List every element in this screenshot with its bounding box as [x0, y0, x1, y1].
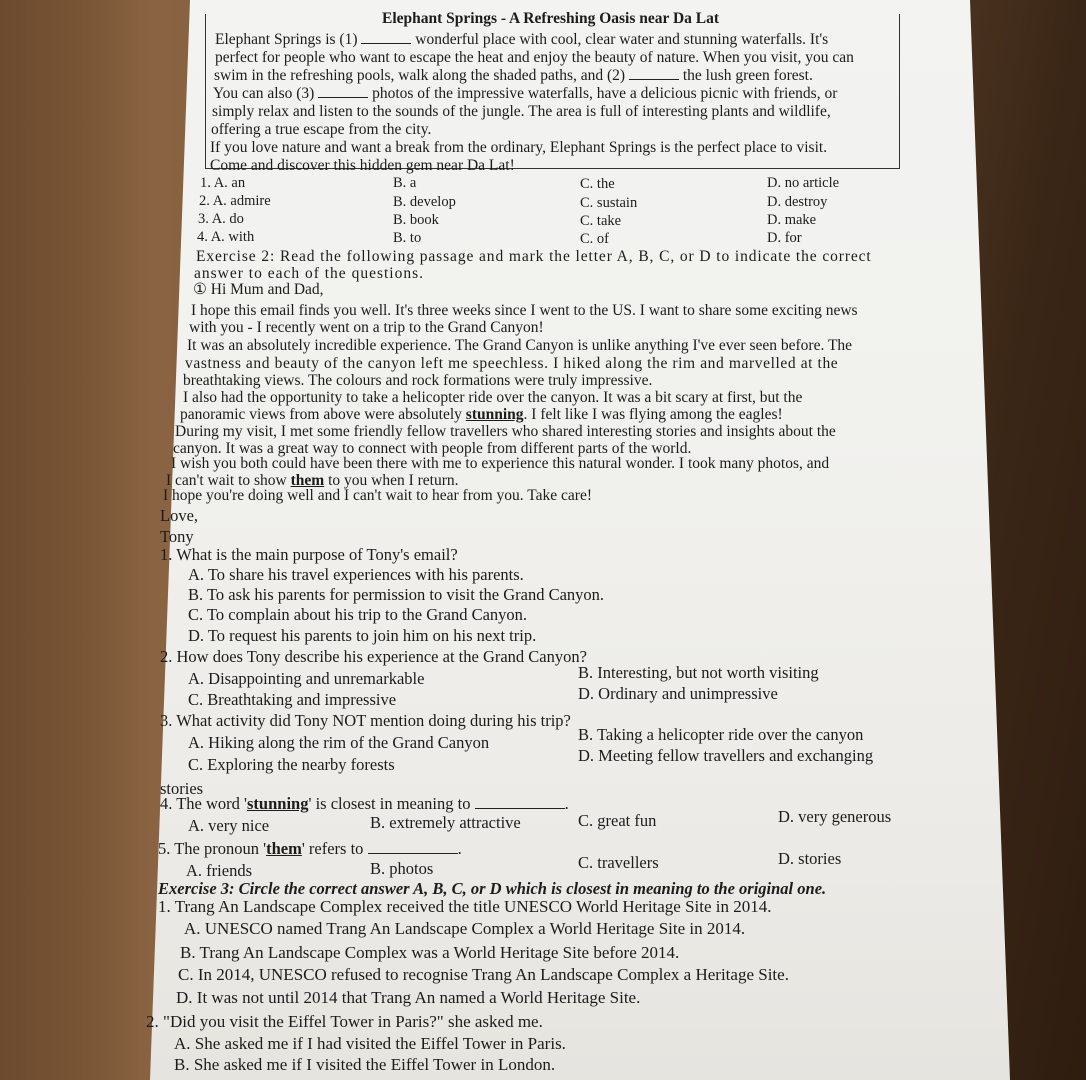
option[interactable]: C. take — [580, 213, 622, 229]
question: 1. Trang An Landscape Complex received the title UNESCO World Heritage Site in 2014. — [158, 897, 772, 916]
answer-option[interactable]: A. very nice — [188, 816, 270, 835]
answer-option[interactable]: B. extremely attractive — [370, 813, 521, 832]
email-line: I hope this email finds you well. It's three weeks since I went to the US. I want to share some exciting news — [191, 302, 858, 319]
email-line: with you - I recently went on a trip to the Grand Canyon! — [189, 319, 544, 336]
answer-option[interactable]: D. It was not until 2014 that Trang An named a World Heritage Site. — [176, 988, 641, 1007]
passage-line: simply relax and listen to the sounds of the jungle. The area is full of interesting plants and wildlife, — [212, 103, 831, 120]
option[interactable]: B. a — [393, 175, 417, 191]
question: 4. The word 'stunning' is closest in meaning to . — [160, 794, 569, 813]
option[interactable]: C. the — [580, 176, 615, 192]
answer-option[interactable]: C. travellers — [578, 853, 659, 872]
blank-3[interactable] — [318, 87, 368, 98]
answer-option[interactable]: A. UNESCO named Trang An Landscape Complex a World Heritage Site in 2014. — [184, 919, 746, 938]
passage-line: perfect for people who want to escape the heat and enjoy the beauty of nature. When you visit, you can — [215, 49, 854, 66]
question: 2. How does Tony describe his experience at the Grand Canyon? — [160, 647, 587, 666]
email-line: canyon. It was a great way to connect with people from different parts of the world. — [173, 440, 692, 457]
passage-line: If you love nature and want a break from the ordinary, Elephant Springs is the perfect place to visit. — [210, 139, 828, 156]
answer-option[interactable]: C. In 2014, UNESCO refused to recognise Trang An Landscape Complex a Heritage Site. — [178, 965, 789, 984]
option[interactable]: D. no article — [767, 175, 840, 191]
email-line: During my visit, I met some friendly fellow travellers who shared interesting stories and insights about the — [175, 423, 836, 440]
option[interactable]: 3. A. do — [198, 211, 244, 227]
answer-option[interactable]: C. To complain about his trip to the Grand Canyon. — [188, 605, 528, 624]
answer-option[interactable]: D. Meeting fellow travellers and exchanging — [578, 746, 874, 765]
answer-option[interactable]: C. Exploring the nearby forests — [188, 755, 395, 774]
email-line: vastness and beauty of the canyon left me speechless. I hiked along the rim and marvelled at the — [185, 355, 839, 372]
exercise-2-heading: answer to each of the questions. — [194, 265, 424, 282]
answer-option[interactable]: D. To request his parents to join him on his next trip. — [188, 626, 537, 645]
answer-option[interactable]: A. Hiking along the rim of the Grand Canyon — [188, 733, 490, 752]
answer-option[interactable]: B. Taking a helicopter ride over the canyon — [578, 725, 864, 744]
blank-5[interactable] — [368, 843, 458, 854]
email-greeting: ① Hi Mum and Dad, — [193, 281, 324, 298]
option[interactable]: B. to — [393, 230, 422, 246]
answer-option[interactable]: B. Interesting, but not worth visiting — [578, 663, 819, 682]
passage-line: Elephant Springs is (1) wonderful place with cool, clear water and stunning waterfalls. It's — [215, 31, 829, 48]
option[interactable]: B. develop — [393, 194, 456, 210]
option[interactable]: C. sustain — [580, 195, 638, 211]
answer-option[interactable]: B. She asked me if I visited the Eiffel Tower in London. — [174, 1055, 556, 1074]
answer-option[interactable]: C. great fun — [578, 811, 657, 830]
email-line: panoramic views from above were absolutely stunning. I felt like I was flying among the eagles! — [180, 406, 783, 423]
answer-option[interactable]: B. To ask his parents for permission to visit the Grand Canyon. — [188, 585, 605, 604]
email-line: I also had the opportunity to take a helicopter ride over the canyon. It was a bit scary at first, but the — [183, 389, 803, 406]
passage-line: You can also (3) photos of the impressive waterfalls, have a delicious picnic with friends, or — [213, 85, 838, 102]
blank-4[interactable] — [475, 798, 565, 809]
option[interactable]: 2. A. admire — [199, 193, 271, 209]
option[interactable]: 4. A. with — [197, 229, 255, 245]
answer-option[interactable]: B. photos — [370, 859, 434, 878]
exercise-2-heading: Exercise 2: Read the following passage and mark the letter A, B, C, or D to indicate the correct — [196, 248, 872, 265]
blank-1[interactable] — [361, 33, 411, 44]
email-line: breathtaking views. The colours and rock formations were truly impressive. — [183, 372, 653, 389]
answer-option[interactable]: A. friends — [186, 861, 252, 880]
answer-option[interactable]: B. Trang An Landscape Complex was a World Heritage Site before 2014. — [180, 943, 680, 962]
question: 1. What is the main purpose of Tony's email? — [160, 545, 458, 564]
exercise-3-heading: Exercise 3: Circle the correct answer A, B, C, or D which is closest in meaning to the original one. — [158, 879, 827, 898]
answer-option-continuation: stories — [160, 779, 204, 798]
question: 2. "Did you visit the Eiffel Tower in Paris?" she asked me. — [146, 1012, 543, 1031]
option[interactable]: D. make — [767, 212, 817, 228]
answer-option[interactable]: A. She asked me if I had visited the Eiffel Tower in Paris. — [174, 1034, 566, 1053]
blank-2[interactable] — [629, 69, 679, 80]
option[interactable]: D. destroy — [767, 194, 828, 210]
passage-line: swim in the refreshing pools, walk along the shaded paths, and (2) the lush green forest. — [214, 67, 813, 84]
word-stunning: stunning — [465, 406, 524, 423]
answer-option[interactable]: D. stories — [778, 849, 842, 868]
answer-option[interactable]: C. Breathtaking and impressive — [188, 690, 397, 709]
email-signature: Tony — [160, 527, 194, 546]
answer-option[interactable]: D. very generous — [778, 807, 892, 826]
email-signoff: Love, — [160, 506, 199, 525]
email-line: It was an absolutely incredible experience. The Grand Canyon is unlike anything I've ever seen before. The — [187, 337, 853, 354]
email-line: I wish you both could have been there with me to experience this natural wonder. I took many photos, and — [171, 455, 830, 472]
question: 3. What activity did Tony NOT mention doing during his trip? — [160, 711, 571, 730]
answer-option[interactable]: D. Ordinary and unimpressive — [578, 684, 778, 703]
option[interactable]: D. for — [767, 230, 802, 246]
option[interactable]: B. book — [393, 212, 439, 228]
answer-option[interactable]: A. Disappointing and unremarkable — [188, 669, 425, 688]
question: 5. The pronoun 'them' refers to . — [158, 839, 462, 858]
option[interactable]: 1. A. an — [200, 175, 246, 191]
email-line: I hope you're doing well and I can't wait to hear from you. Take care! — [163, 487, 593, 504]
passage-line: Come and discover this hidden gem near Da Lat! — [210, 157, 515, 174]
email-line: I can't wait to show them to you when I return. — [166, 472, 459, 489]
option[interactable]: C. of — [580, 231, 609, 247]
word-them: them — [290, 472, 325, 489]
passage-line: offering a true escape from the city. — [211, 121, 432, 138]
answer-option[interactable]: A. To share his travel experiences with his parents. — [188, 565, 524, 584]
passage-title: Elephant Springs - A Refreshing Oasis near Da Lat — [382, 10, 720, 27]
